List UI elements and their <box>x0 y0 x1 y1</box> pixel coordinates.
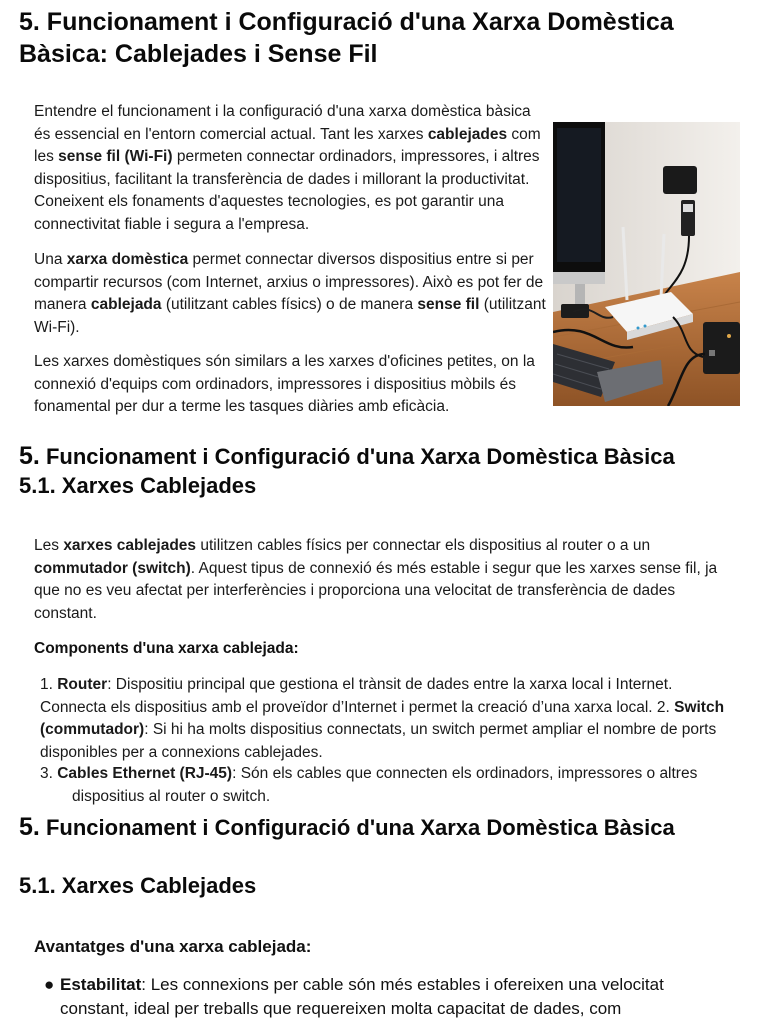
section-heading-text: Funcionament i Configuració d'una Xarxa Domèstica Bàsica <box>45 444 675 469</box>
advantages-list-item <box>44 973 734 1021</box>
intro-paragraph-3: Les xarxes domèstiques són similars a les xarxes d'oficines petites, on la connexió d'equips com ordinadors, impressores i dispositius mòbils és fonamental per dur a terme les tasques diàries amb eficàcia. <box>34 353 535 415</box>
intro-paragraph-2: Una xarxa domèstica permet connectar diversos dispositius entre si per compartir recursos (com Internet, arxius o impressores). Això es pot fer de manera cablejada (utilitzant cables físics) o de manera sense fil (utilitzant Wi-Fi). <box>34 251 546 336</box>
advantages-heading: Avantatges d'una xarxa cablejada: <box>34 937 312 956</box>
bold-term: xarxes cablejades <box>63 537 197 554</box>
components-list: 1. Router: Dispositiu principal que gestiona el trànsit de dades entre la xarxa local i Internet. Connecta els dispositius amb el proveïdor d’Internet i permet la creació d’una xarxa local. 2. Switch (commutador): Si hi ha molts dispositius connectats, un switch permet ampliar el nombre de ports disponibles per a connexions cablejades. <box>40 676 725 761</box>
section-heading-1 <box>19 441 675 472</box>
router-desk-illustration <box>553 122 740 406</box>
section-heading-text: Funcionament i Configuració d'una Xarxa Domèstica Bàsica <box>45 815 675 840</box>
section-number: 5. <box>19 442 40 470</box>
section-heading-2 <box>19 812 675 843</box>
components-heading: Components d'una xarxa cablejada: <box>34 640 299 657</box>
bold-term: Router <box>57 676 108 693</box>
bold-term: cablejades <box>427 125 508 143</box>
bold-term: cablejada <box>90 296 162 313</box>
bold-term: xarxa domèstica <box>66 251 189 268</box>
advantage-stability-text: Estabilitat: Les connexions per cable són més estables i ofereixen una velocitat constant, ideal per treballs que requereixen molta capacitat de dades, com <box>60 975 664 1018</box>
wired-intro-paragraph: Les xarxes cablejades utilitzen cables físics per connectar els dispositius al router o a un commutador (switch). Aquest tipus de connexió és més estable i segur que les xarxes sense fil, ja que no es veu afectat per interferències i proporciona una velocitat de transferència de dades constant. <box>34 537 718 622</box>
bold-term: Cables Ethernet (RJ-45) <box>57 765 233 782</box>
components-list-item-3: 3. Cables Ethernet (RJ-45): Són els cables que connecten els ordinadors, impressores o altres dispositius al router o switch. <box>40 765 698 805</box>
bold-term: sense fil <box>417 296 480 313</box>
bold-term: Switch (commutador) <box>40 698 725 738</box>
subsection-heading-1: 5.1. Xarxes Cablejades <box>19 473 257 498</box>
bullet-dot: ● <box>44 975 55 994</box>
home-network-photo <box>553 122 740 406</box>
bold-term: Estabilitat <box>60 975 142 994</box>
bold-term: sense fil (Wi-Fi) <box>58 148 173 165</box>
intro-paragraph-1: Entendre el funcionament i la configuració d'una xarxa domèstica bàsica és essencial en l'entorn comercial actual. Tant les xarxes cablejades com les sense fil (Wi-Fi) permeten connectar ordinadors, impressores, i altres dispositius, facilitant la transferència de dades i millorant la productivitat. Coneixent els fonaments d'aquestes tecnologies, es pot garantir una connectivitat fiable i segura a l'empresa. <box>34 103 541 233</box>
subsection-heading-2: 5.1. Xarxes Cablejades <box>19 873 257 898</box>
page-title: 5. Funcionament i Configuració d'una Xarxa Domèstica Bàsica: Cablejades i Sense Fil <box>19 8 674 68</box>
section-number: 5. <box>19 813 40 841</box>
bold-term: commutador (switch) <box>34 559 191 577</box>
